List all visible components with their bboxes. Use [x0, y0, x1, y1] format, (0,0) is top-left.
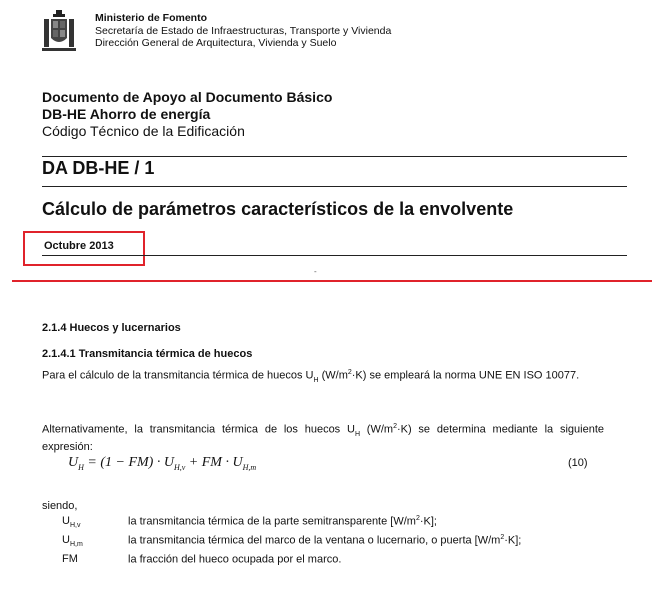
- directorate-name: Dirección General de Arquitectura, Vivienda y Suelo: [95, 37, 337, 49]
- document-date: Octubre 2013: [44, 240, 114, 252]
- divider-bottom: [42, 255, 627, 256]
- definition-symbol: $U_{H,m}$: [62, 534, 83, 549]
- ministry-name: Ministerio de Fomento: [95, 12, 208, 24]
- page-mark: -: [314, 267, 317, 276]
- equation-number: (10): [568, 457, 588, 469]
- document-main-title: Cálculo de parámetros característicos de la envolvente: [42, 199, 514, 219]
- secretariat-name: Secretaría de Estado de Infraestructuras, Transporte y Vivienda: [95, 24, 392, 37]
- document-title-block: [42, 89, 332, 140]
- definition-symbol: $U_{H,v}$: [62, 515, 81, 530]
- definition-description: la fracción del hueco ocupada por el marco.: [128, 553, 342, 566]
- coat-of-arms-icon: [42, 10, 76, 54]
- definition-description: la transmitancia térmica del marco de la ventana o lucernario, o puerta $[W/m^2\cdot K]$;: [128, 534, 522, 547]
- red-separator-line: [12, 280, 652, 282]
- doc-title-line2: DB-HE Ahorro de energía: [42, 106, 211, 122]
- document-code: DA DB-HE / 1: [42, 158, 155, 178]
- definition-symbol: FM: [62, 553, 78, 565]
- equation-formula: $U_H = (1 - FM) \cdot U_{H,v}$ + FM · $U_{H,m}$: [68, 455, 257, 472]
- section-heading: 2.1.4 Huecos y lucernarios: [42, 322, 181, 334]
- subsection-heading: 2.1.4.1 Transmitancia térmica de huecos: [42, 348, 253, 360]
- paragraph-1: Para el cálculo de la transmitancia térmica de huecos $U_H$ $(W/m^2\cdot K)$ se empleará la norma UNE EN ISO 10077.: [42, 369, 580, 384]
- definition-description: la transmitancia térmica de la parte semitransparente $[W/m^2\cdot K]$;: [128, 515, 437, 528]
- doc-title-line1: Documento de Apoyo al Documento Básico: [42, 89, 333, 105]
- where-label: siendo,: [42, 500, 78, 512]
- doc-title-line3: Código Técnico de la Edificación: [42, 123, 245, 139]
- paragraph-2: Alternativamente, la transmitancia térmica de los huecos $U_H$ $(W/m^2\cdot K)$ se determina mediante la siguiente expresión:: [42, 423, 604, 453]
- ministry-header: [95, 12, 391, 50]
- divider-middle: [42, 186, 627, 187]
- date-highlight-box: [23, 231, 145, 266]
- divider-top: [42, 156, 627, 157]
